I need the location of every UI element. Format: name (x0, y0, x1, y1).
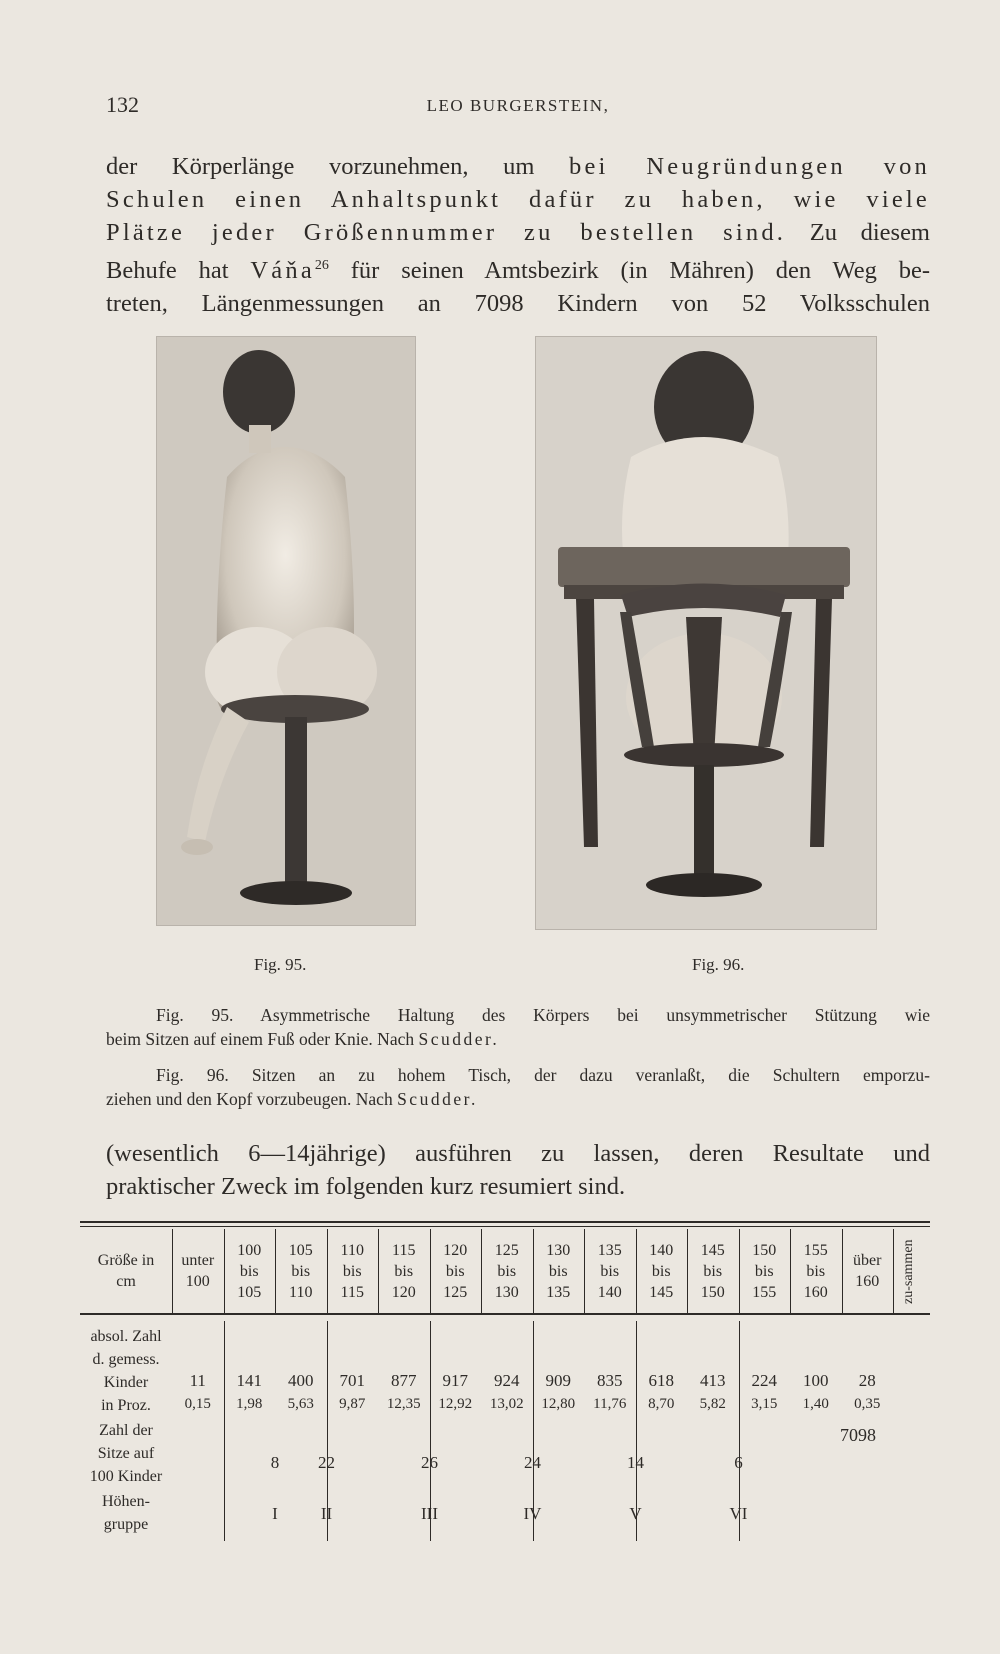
column-header: über 160 (853, 1252, 882, 1290)
running-head: LEO BURGERSTEIN, (426, 96, 610, 115)
abs-count-cell: 917 (442, 1371, 468, 1390)
percent-cell: 9,87 (339, 1396, 366, 1412)
abs-count-cell: 909 (545, 1371, 571, 1390)
paragraph-line: praktischer Zweck im folgenden kurz resumiert sind. (106, 1173, 626, 1200)
column-header: 115 bis 120 (391, 1241, 416, 1301)
paragraph-line: der Körperlänge vorzunehmen, um bei Neugründungen von (106, 153, 931, 180)
table-rule (80, 1221, 930, 1223)
column-header: 150 bis 155 (752, 1241, 777, 1301)
seats-cell: 26 (421, 1453, 438, 1472)
figure-96-label: Fig. 96. (692, 955, 745, 974)
row-label-absolute: absol. Zahl d. gemess. Kinder (90, 1328, 162, 1391)
abs-count-cell: 877 (391, 1371, 417, 1390)
seats-cell: 14 (627, 1453, 644, 1472)
figure-95-label: Fig. 95. (254, 955, 307, 974)
percent-cell: 1,40 (802, 1396, 829, 1412)
abs-count-cell: 413 (700, 1371, 726, 1390)
percent-cell: 12,35 (386, 1396, 421, 1412)
column-header: 105 bis 110 (288, 1241, 313, 1301)
paragraph-line: (wesentlich 6—14jährige) ausführen zu lassen, deren Resultate und (106, 1140, 930, 1167)
column-header: 140 bis 145 (649, 1241, 674, 1301)
figure-96-caption (106, 1063, 930, 1111)
column-rule (893, 1229, 894, 1313)
column-header: 125 bis 130 (494, 1241, 519, 1301)
abs-count-cell: 224 (751, 1371, 777, 1390)
row-label-percent: in Proz. (101, 1397, 151, 1414)
caption-line: Fig. 96. Sitzen an zu hohem Tisch, der dazu veranlaßt, die Schultern emporzu- (156, 1065, 930, 1085)
column-header: 100 bis 105 (237, 1241, 262, 1301)
caption-line: beim Sitzen auf einem Fuß oder Knie. Nach Scudder. (106, 1029, 500, 1049)
height-group-cell: II (320, 1504, 333, 1523)
height-distribution-table (80, 1221, 930, 1541)
seats-cell: 24 (524, 1453, 541, 1472)
sum-column-header: zu-sammen (901, 1239, 916, 1305)
author-name: Scudder. (397, 1089, 478, 1109)
height-group-cell: IV (523, 1504, 542, 1523)
row-label-height-group: Höhen- gruppe (102, 1493, 150, 1533)
column-header: 120 bis 125 (443, 1241, 468, 1301)
column-header: 135 bis 140 (597, 1241, 622, 1301)
page-number: 132 (106, 92, 139, 117)
row-label-seats: Zahl der Sitze auf 100 Kinder (89, 1422, 163, 1485)
height-group-cell: I (272, 1504, 278, 1523)
author-name: Scudder. (418, 1029, 500, 1049)
abs-count-cell: 835 (597, 1371, 623, 1390)
figure-95-image (156, 336, 416, 926)
spaced-text: Plätze jeder Größennummer zu bestellen sind. (106, 219, 787, 246)
page-header (106, 92, 930, 122)
percent-cell: 1,98 (236, 1396, 263, 1412)
percent-cell: 12,80 (541, 1396, 576, 1412)
table-rule (80, 1226, 930, 1227)
abs-count-cell: 141 (236, 1371, 262, 1390)
abs-count-cell: 924 (494, 1371, 520, 1390)
column-header: 130 bis 135 (546, 1241, 571, 1301)
spaced-text: bei Neugründungen von (569, 153, 931, 180)
column-header: 155 bis 160 (803, 1241, 828, 1301)
paragraph-line: Plätze jeder Größennummer zu bestellen sind. Zu diesem (106, 219, 930, 246)
height-group-cell: III (421, 1504, 438, 1523)
abs-count-cell: 100 (803, 1371, 829, 1390)
percent-cell: 0,35 (854, 1396, 881, 1412)
author-name: Váňa (250, 257, 315, 285)
footnote-ref: 26 (314, 258, 329, 273)
percent-cell: 5,82 (699, 1396, 726, 1412)
figure-96-image (535, 336, 877, 930)
paragraph-results (106, 1137, 930, 1203)
percent-cell: 3,15 (751, 1396, 778, 1412)
percent-cell: 8,70 (648, 1396, 675, 1412)
abs-count-cell: 701 (339, 1371, 365, 1390)
table-rule (80, 1313, 930, 1315)
percent-cell: 0,15 (184, 1396, 211, 1412)
table-total: 7098 (840, 1425, 876, 1445)
abs-count-cell: 618 (648, 1371, 674, 1390)
paragraph-line: Schulen einen Anhaltspunkt dafür zu haben, wie viele (106, 186, 930, 213)
caption-line: Fig. 95. Asymmetrische Haltung des Körpers bei unsymmetrischer Stützung wie (156, 1005, 930, 1025)
paragraph-intro (106, 150, 930, 320)
paragraph-line: Behufe hat Váňa$^{26}$ für seinen Amtsbezirk (in Mähren) den Weg be- (106, 257, 930, 285)
seats-cell: 8 (270, 1453, 280, 1472)
column-header: 145 bis 150 (700, 1241, 725, 1301)
seats-cell: 22 (318, 1453, 335, 1472)
figure-95-caption (106, 1003, 930, 1051)
abs-count-cell: 11 (189, 1371, 206, 1390)
paragraph-line: treten, Längenmessungen an 7098 Kindern von 52 Volksschulen (106, 290, 930, 318)
caption-line: ziehen und den Kopf vorzubeugen. Nach Scudder. (106, 1089, 478, 1109)
column-header: 110 bis 115 (340, 1241, 364, 1301)
height-group-cell: VI (729, 1504, 748, 1523)
percent-cell: 11,76 (593, 1396, 627, 1412)
abs-count-cell: 28 (858, 1371, 876, 1390)
seats-cell: 6 (734, 1453, 743, 1472)
column-header: unter 100 (181, 1252, 215, 1290)
corner-header: Größe in cm (97, 1252, 155, 1290)
percent-cell: 12,92 (438, 1396, 473, 1412)
percent-cell: 5,63 (287, 1396, 314, 1412)
abs-count-cell: 400 (288, 1371, 314, 1390)
percent-cell: 13,02 (489, 1396, 524, 1412)
height-group-cell: V (629, 1504, 642, 1523)
